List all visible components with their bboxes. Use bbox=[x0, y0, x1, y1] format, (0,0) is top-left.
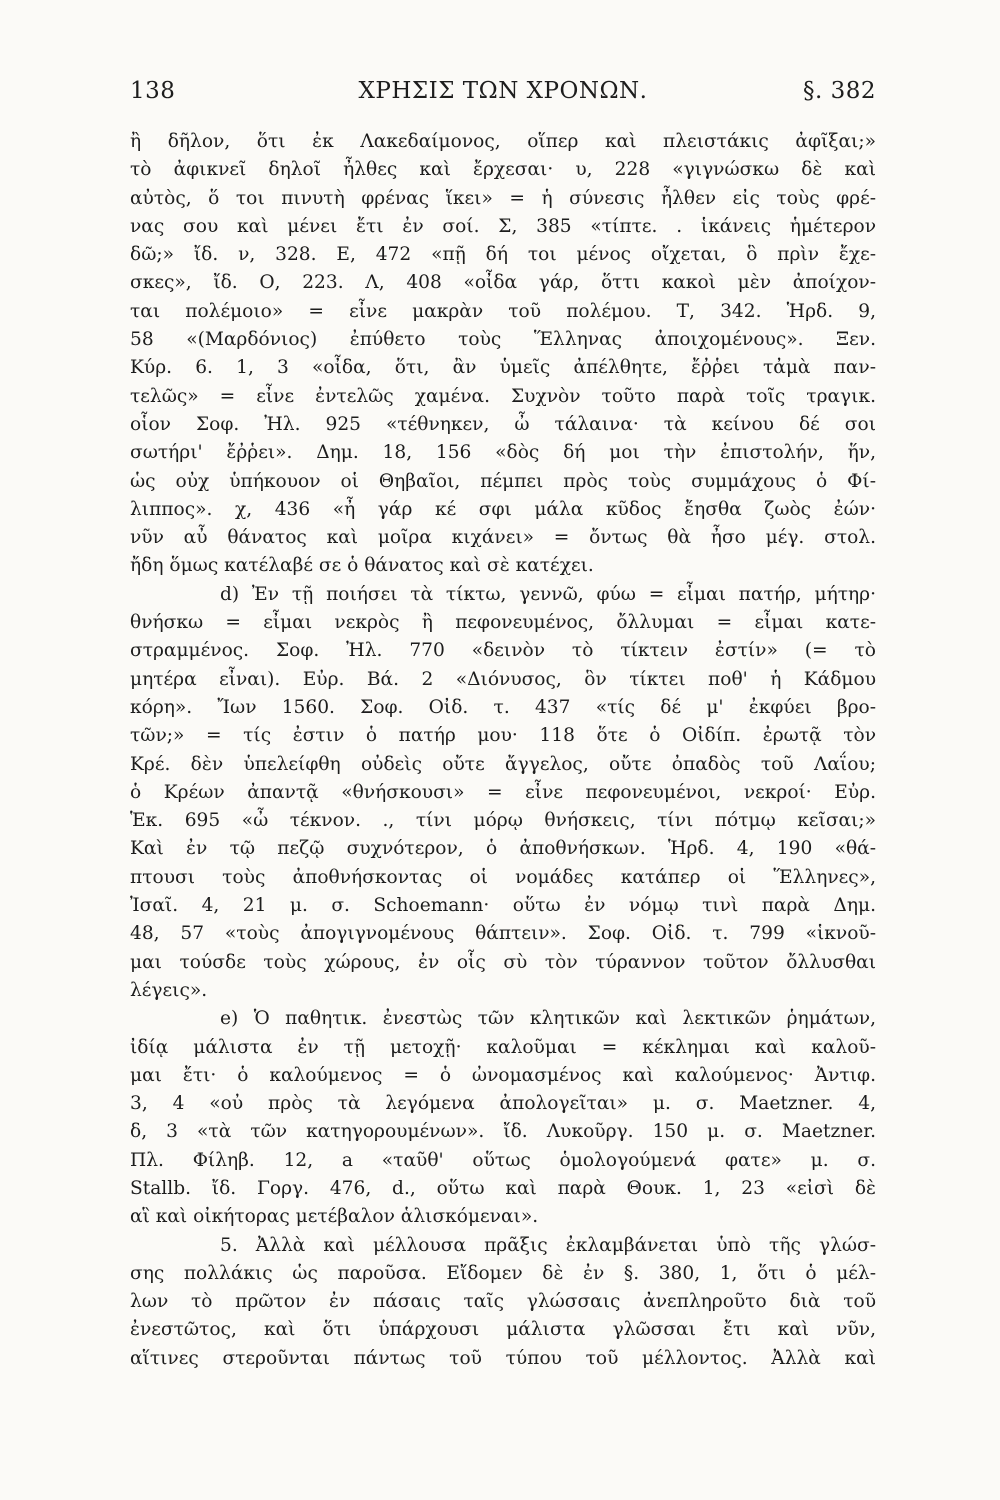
text-line: Stallb. ἴδ. Γοργ. 476, d., οὕτω καὶ παρὰ Θουκ. 1, 23 «εἰσὶ δὲ bbox=[130, 1177, 876, 1199]
text-line: ται πολέμοιο» = εἶνε μακρὰν τοῦ πολέμου. Τ, 342. Ἡρδ. 9, bbox=[130, 300, 876, 322]
text-line: πτουσι τοὺς ἀποθνήσκοντας οἱ νομάδες κατάπερ οἱ Ἕλληνες», bbox=[130, 866, 876, 888]
section-number: §. 382 bbox=[802, 78, 876, 104]
text-line: σωτήρι' ἔῤῥει». Δημ. 18, 156 «δὸς δή μοι τὴν ἐπιστολήν, ἥν, bbox=[130, 442, 876, 464]
text-line: οἷον Σοφ. Ἠλ. 925 «τέθνηκεν, ὦ τάλαινα· τὰ κείνου δέ σοι bbox=[130, 413, 876, 435]
text-body bbox=[130, 128, 876, 1373]
text-line: λων τὸ πρῶτον ἐν πάσαις ταῖς γλώσσαις ἀνεπληροῦτο διὰ τοῦ bbox=[130, 1291, 876, 1313]
text-line: τὸ ἀφικνεῖ δηλοῖ ἦλθες καὶ ἔρχεσαι· υ, 228 «γιγνώσκω δὲ καὶ bbox=[130, 159, 876, 181]
text-line: δῶ;» ἴδ. ν, 328. Ε, 472 «πῇ δή τοι μένος οἴχεται, ὃ πρὶν ἔχε- bbox=[130, 244, 876, 266]
subsection-d-line: d) Ἐν τῇ ποιήσει τὰ τίκτω, γεννῶ, φύω = εἶμαι πατήρ, μήτηρ· bbox=[220, 583, 876, 605]
text-line: Πλ. Φίληβ. 12, a «ταῦθ' οὕτως ὁμολογούμενά φατε» μ. σ. bbox=[130, 1149, 876, 1171]
text-line: Κύρ. 6. 1, 3 «οἶδα, ὅτι, ἂν ὑμεῖς ἀπέλθητε, ἔῤῥει τἀμὰ παν- bbox=[130, 357, 876, 379]
text-line: Ἰσαῖ. 4, 21 μ. σ. Schoemann· οὕτω ἐν νόμῳ τινὶ παρὰ Δημ. bbox=[130, 895, 876, 917]
text-line: στραμμένος. Σοφ. Ἠλ. 770 «δεινὸν τὸ τίκτειν ἐστίν» (= τὸ bbox=[130, 640, 876, 662]
text-line: ἢ δῆλον, ὅτι ἐκ Λακεδαίμονος, οἵπερ καὶ πλειστάκις ἀφῖξαι;» bbox=[130, 131, 876, 152]
text-line: αἳ καὶ οἰκήτορας μετέβαλον ἁλισκόμεναι». bbox=[130, 1206, 539, 1228]
text-line: αἵτινες στεροῦνται πάντως τοῦ τύπου τοῦ μέλλοντος. Ἀλλὰ καὶ bbox=[130, 1347, 876, 1369]
text-line: ἰδίᾳ μάλιστα ἐν τῇ μετοχῇ· καλοῦμαι = κέκλημαι καὶ καλοῦ- bbox=[130, 1036, 876, 1058]
text-line: τῶν;» = τίς ἐστιν ὁ πατήρ μου· 118 ὅτε ὁ Οἰδίπ. ἐρωτᾷ τὸν bbox=[130, 725, 876, 747]
text-line: 3, 4 «οὐ πρὸς τὰ λεγόμενα ἀπολογεῖται» μ. σ. Maetzner. 4, bbox=[130, 1093, 876, 1115]
text-line: μαι τούσδε τοὺς χώρους, ἐν οἷς σὺ τὸν τύραννον τοῦτον ὄλλυσθαι bbox=[130, 951, 876, 973]
text-line: 58 «(Μαρδόνιος) ἐπύθετο τοὺς Ἕλληνας ἀποιχομένους». Ξεν. bbox=[130, 329, 876, 351]
text-line: ἤδη ὅμως κατέλαβέ σε ὁ θάνατος καὶ σὲ κατέχει. bbox=[130, 555, 594, 577]
text-line: σης πολλάκις ὡς παροῦσα. Εἴδομεν δὲ ἐν §. 380, 1, ὅτι ὁ μέλ- bbox=[130, 1262, 876, 1284]
running-title: ΧΡΗΣΙΣ ΤΩΝ ΧΡΟΝΩΝ. bbox=[358, 78, 648, 104]
text-line: λέγεις». bbox=[130, 979, 208, 1001]
subsection-e-line: e) Ὁ παθητικ. ἐνεστὼς τῶν κλητικῶν καὶ λεκτικῶν ῥημάτων, bbox=[220, 1008, 876, 1030]
text-line: 48, 57 «τοὺς ἀπογιγνομένους θάπτειν». Σοφ. Οἰδ. τ. 799 «ἱκνοῦ- bbox=[130, 923, 876, 945]
text-line: θνήσκω = εἶμαι νεκρὸς ἢ πεφονευμένος, ὄλλυμαι = εἶμαι κατε- bbox=[130, 612, 876, 634]
text-line: σκες», ἴδ. Ο, 223. Λ, 408 «οἶδα γάρ, ὅττι κακοὶ μὲν ἀποίχον- bbox=[130, 272, 876, 294]
text-line: ὡς οὐχ ὑπήκουον οἱ Θηβαῖοι, πέμπει πρὸς τοὺς συμμάχους ὁ Φί- bbox=[130, 470, 876, 492]
paragraph-5-line: 5. Ἀλλὰ καὶ μέλλουσα πρᾶξις ἐκλαμβάνεται ὑπὸ τῆς γλώσ- bbox=[220, 1234, 876, 1256]
text-line: νῦν αὖ θάνατος καὶ μοῖρα κιχάνει» = ὄντως θὰ ἦσο μέγ. στολ. bbox=[130, 527, 876, 549]
text-line: νας σου καὶ μένει ἔτι ἐν σοί. Σ, 385 «τίπτε. . ἱκάνεις ἡμέτερον bbox=[130, 215, 876, 237]
running-header bbox=[130, 78, 876, 112]
text-line: μαι ἔτι· ὁ καλούμενος = ὁ ὠνομασμένος καὶ καλούμενος· Ἀντιφ. bbox=[130, 1064, 876, 1086]
text-line: ὁ Κρέων ἀπαντᾷ «θνήσκουσι» = εἶνε πεφονευμένοι, νεκροί· Εὐρ. bbox=[130, 781, 876, 803]
page-number: 138 bbox=[130, 78, 176, 104]
text-line: Καὶ ἐν τῷ πεζῷ συχνότερον, ὁ ἀποθνήσκων. Ἡρδ. 4, 190 «θά- bbox=[130, 838, 876, 860]
text-line: δ, 3 «τὰ τῶν κατηγορουμένων». ἴδ. Λυκοῦργ. 150 μ. σ. Maetzner. bbox=[130, 1121, 876, 1143]
text-line: αὐτὸς, ὅ τοι πινυτὴ φρένας ἵκει» = ἡ σύνεσις ἦλθεν εἰς τοὺς φρέ- bbox=[130, 187, 876, 209]
text-line: λιππος». χ, 436 «ἦ γάρ κέ σφι μάλα κῦδος ἔησθα ζωὸς ἐών· bbox=[130, 498, 876, 520]
text-line: Κρέ. δὲν ὑπελείφθη οὐδεὶς οὔτε ἄγγελος, οὔτε ὀπαδὸς τοῦ Λαΐου; bbox=[130, 753, 876, 775]
text-line: κόρη». Ἴων 1560. Σοφ. Οἰδ. τ. 437 «τίς δέ μ' ἐκφύει βρο- bbox=[130, 696, 876, 718]
text-line: Ἑκ. 695 «ὦ τέκνον. ., τίνι μόρῳ θνήσκεις, τίνι πότμῳ κεῖσαι;» bbox=[130, 810, 876, 832]
text-line: μητέρα εἶναι). Εὐρ. Βά. 2 «Διόνυσος, ὃν τίκτει ποθ' ἡ Κάδμου bbox=[130, 668, 876, 690]
text-line: ἐνεστῶτος, καὶ ὅτι ὑπάρχουσι μάλιστα γλῶσσαι ἔτι καὶ νῦν, bbox=[130, 1319, 876, 1341]
text-line: τελῶς» = εἶνε ἐντελῶς χαμένα. Συχνὸν τοῦτο παρὰ τοῖς τραγικ. bbox=[130, 385, 876, 407]
